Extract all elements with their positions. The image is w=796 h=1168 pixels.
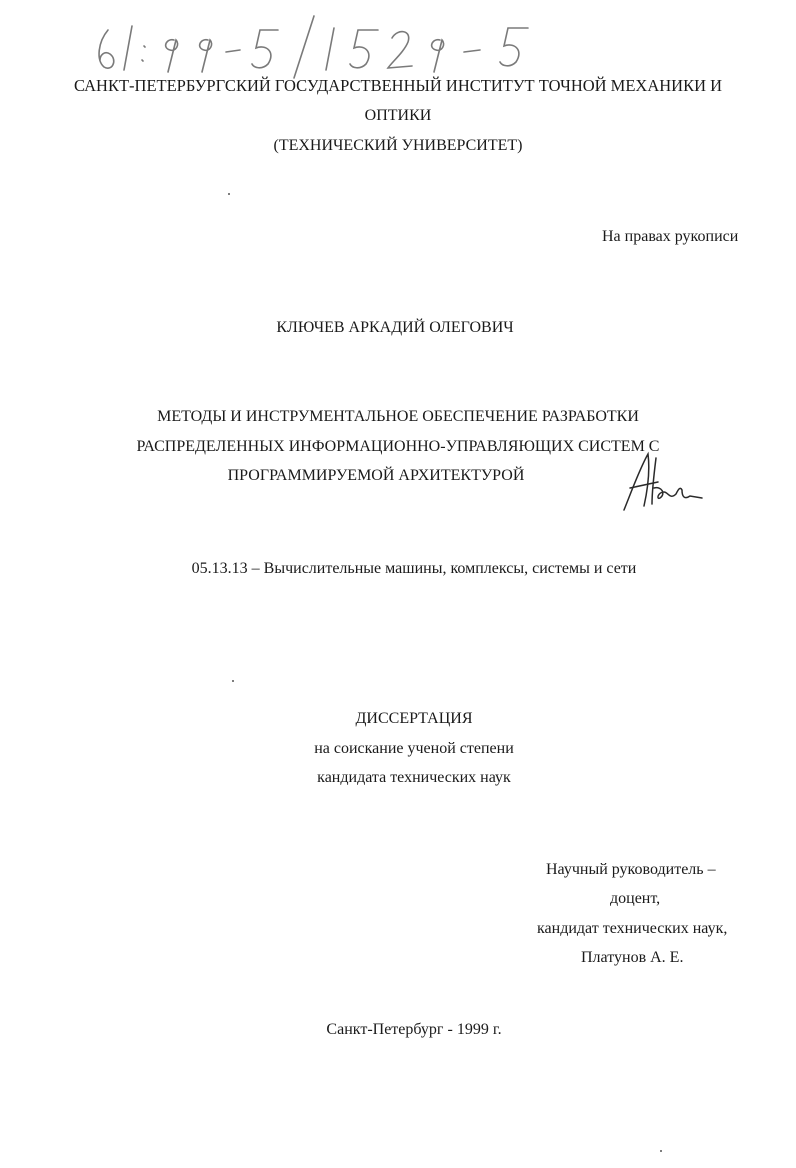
- supervisor-rank: доцент,: [610, 890, 661, 907]
- institution-line-1: САНКТ-ПЕТЕРБУРГСКИЙ ГОСУДАРСТВЕННЫЙ ИНСТИТУТ ТОЧНОЙ МЕХАНИКИ И: [73, 76, 723, 95]
- dissertation-field-line: кандидата технических наук: [317, 769, 511, 786]
- title-line-3: ПРОГРАММИРУЕМОЙ АРХИТЕКТУРОЙ: [227, 467, 525, 484]
- supervisor-name: Платунов А. Е.: [581, 949, 684, 966]
- supervisor-degree: кандидат технических наук,: [537, 920, 728, 937]
- scan-speck: [232, 680, 234, 682]
- author-signature: [618, 448, 708, 518]
- title-line-2: РАСПРЕДЕЛЕННЫХ ИНФОРМАЦИОННО-УПРАВЛЯЮЩИХ СИСТЕМ С: [136, 438, 660, 455]
- institution-line-2: ОПТИКИ: [364, 107, 432, 124]
- institution-line-3: (ТЕХНИЧЕСКИЙ УНИВЕРСИТЕТ): [273, 137, 523, 154]
- specialty-line: 05.13.13 – Вычислительные машины, комплексы, системы и сети: [191, 560, 637, 577]
- scan-speck: [660, 1150, 662, 1152]
- title-line-1: МЕТОДЫ И ИНСТРУМЕНТАЛЬНОЕ ОБЕСПЕЧЕНИЕ РАЗРАБОТКИ: [157, 408, 639, 425]
- supervisor-title: Научный руководитель –: [546, 861, 716, 878]
- dissertation-degree-line: на соискание ученой степени: [314, 740, 514, 757]
- manuscript-note: На правах рукописи: [602, 228, 739, 245]
- scan-speck: [228, 193, 230, 195]
- place-year: Санкт-Петербург - 1999 г.: [326, 1021, 502, 1038]
- dissertation-heading: ДИССЕРТАЦИЯ: [355, 710, 473, 727]
- archive-mark-handwriting: [88, 12, 558, 82]
- author-name: КЛЮЧЕВ АРКАДИЙ ОЛЕГОВИЧ: [276, 319, 514, 336]
